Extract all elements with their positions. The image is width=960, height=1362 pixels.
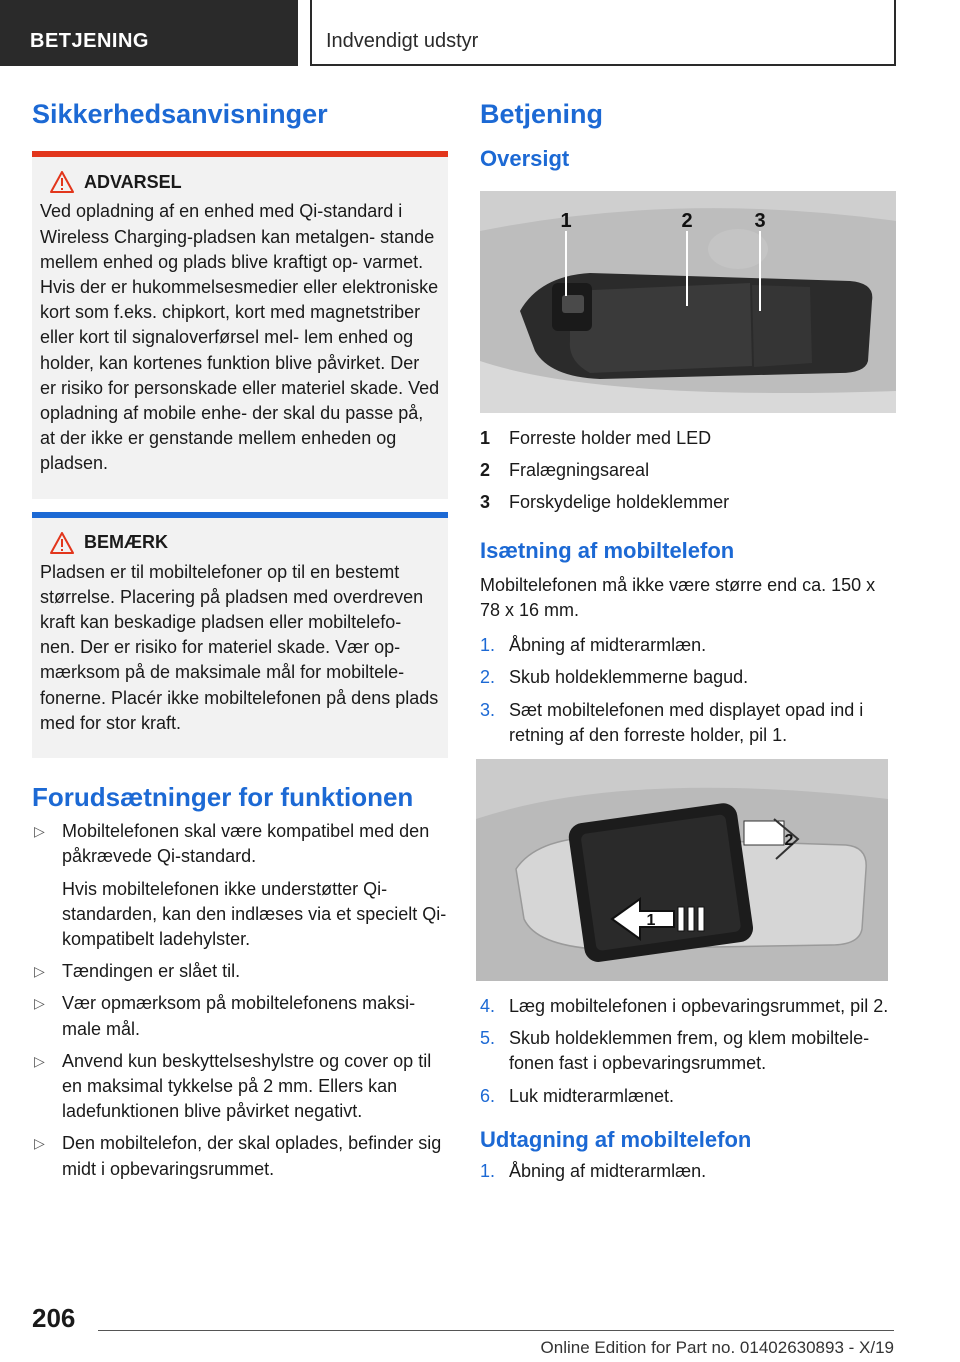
operation-title: Betjening (480, 99, 604, 129)
legend-item: 1 Forreste holder med LED (480, 427, 712, 448)
footer-divider (98, 1330, 894, 1331)
legend-item: 3 Forskydelige holdeklemmer (480, 492, 730, 513)
note-box (32, 512, 448, 758)
triangle-bullet-icon: ▷ (34, 963, 45, 980)
step-item: 1. Åbning af midterarmlæn. (480, 635, 707, 656)
note-title: BEMÆRK (84, 532, 168, 553)
page-header (0, 0, 960, 66)
list-item: ▷ Mobiltelefonen skal være kompatibel med den påkrævede Qi-standard. Hvis mobiltelefonen ikke understøtter Qi- standarden, kan den indlæses via et specielt Qi-kompatibelt ladehylster. (32, 819, 448, 952)
remove-phone-title: Udtagning af mobiltelefon (480, 1126, 752, 1152)
page-number: 206 (32, 1303, 76, 1333)
step-item: 4. Læg mobiltelefonen i opbevaringsrummet, pil 2. (480, 996, 889, 1016)
triangle-bullet-icon: ▷ (34, 823, 45, 840)
note-header (40, 532, 440, 554)
phone-insertion-illustration (476, 759, 888, 981)
safety-title: Sikkerhedsanvisninger (32, 99, 328, 129)
triangle-bullet-icon: ▷ (34, 1052, 45, 1069)
step-item: 5. Skub holdeklemmen frem, og klem mobiltele- fonen fast i opbevaringsrummet. (480, 1028, 870, 1074)
note-text: Pladsen er til mobiltelefoner op til en bestemt størrelse. Placering på pladsen med overdreven kraft kan beskadige pladsen eller mobiltelefo- nen. Der er risiko for materiel skade. Vær op- mærksom på de maksimale mål for mobiltele- fonerne. Placér ikke mobiltelefonen på dens plads med for stor kraft. (40, 561, 439, 733)
prerequisites-title: Forudsætninger for funktionen (32, 782, 414, 813)
figure-legend (480, 426, 896, 516)
callout-label: 1 (560, 209, 572, 232)
insert-phone-text: Mobiltelefonen må ikke være større end ca. 150 x 78 x 16 mm. (480, 574, 876, 620)
section-tab (0, 0, 298, 66)
warning-title: ADVARSEL (84, 171, 182, 192)
arrow-label: 1 (646, 912, 656, 929)
insert-steps-continued (480, 994, 896, 1109)
chapter-tab (310, 0, 896, 66)
left-column (32, 98, 448, 1189)
warning-triangle-icon (50, 532, 74, 554)
step-item: 2. Skub holdeklemmerne bagud. (480, 667, 749, 688)
warning-header (40, 171, 440, 193)
chapter-label: Indvendigt udstyr (326, 30, 479, 52)
insert-steps (480, 633, 896, 748)
callout-label: 3 (754, 209, 766, 232)
section-label: BETJENING (30, 30, 149, 52)
prerequisites-list (32, 819, 448, 1182)
overview-title: Oversigt (480, 146, 570, 172)
right-column (480, 98, 896, 1191)
callout-label: 2 (681, 209, 693, 232)
list-item: ▷ Den mobiltelefon, der skal oplades, befinder sig midt i opbevaringsrummet. (34, 1133, 442, 1179)
list-item: ▷ Tændingen er slået til. (32, 959, 448, 984)
legend-item: 2 Fralægningsareal (480, 459, 650, 480)
insertion-figure (476, 759, 888, 981)
list-item: ▷ Anvend kun beskyttelseshylstre og cover op til en maksimal tykkelse på 2 mm. Ellers kan ladefunktionen blive påvirket negativt. (34, 1050, 432, 1122)
edition-text: Online Edition for Part no. 01402630893 - X/19 (540, 1338, 894, 1357)
remove-steps (480, 1159, 896, 1184)
step-item: 6. Luk midterarmlænet. (480, 1085, 675, 1106)
step-item: 3. Sæt mobiltelefonen med displayet opad ind i retning af den forreste holder, pil 1. (480, 699, 864, 745)
arrow-label: 2 (784, 832, 794, 849)
triangle-bullet-icon: ▷ (34, 1135, 45, 1152)
warning-box (32, 151, 448, 498)
warning-text: Ved opladning af en enhed med Qi-standard i Wireless Charging-pladsen kan metalgen- stande mellem enhed og plads blive kraftigt op- varmet. Hvis der er hukommelsesmedier eller elektroniske kort som f.eks. chipkort, kort med magnetstriber eller kort til signaloverførsel mel- lem enhed og holder, kan kortenes funktion blive påvirket. Der er risiko for personskade eller materiel skade. Ved opladning af mobile enhe- der skal du passe på, at der ikke er genstande mellem enheden og pladsen. (40, 201, 440, 474)
warning-triangle-icon (50, 171, 74, 193)
list-item-note: Hvis mobiltelefonen ikke understøtter Qi- standarden, kan den indlæses via et specielt Qi-kompatibelt ladehylster. (62, 878, 447, 950)
console-illustration (480, 191, 896, 413)
step-item: 1. Åbning af midterarmlæn. (480, 1161, 707, 1182)
insert-phone-title: Isætning af mobiltelefon (480, 538, 735, 564)
list-item: ▷ Vær opmærksom på mobiltelefonens maksi- male mål. (34, 993, 416, 1039)
triangle-bullet-icon: ▷ (34, 995, 45, 1012)
overview-figure (480, 191, 896, 413)
